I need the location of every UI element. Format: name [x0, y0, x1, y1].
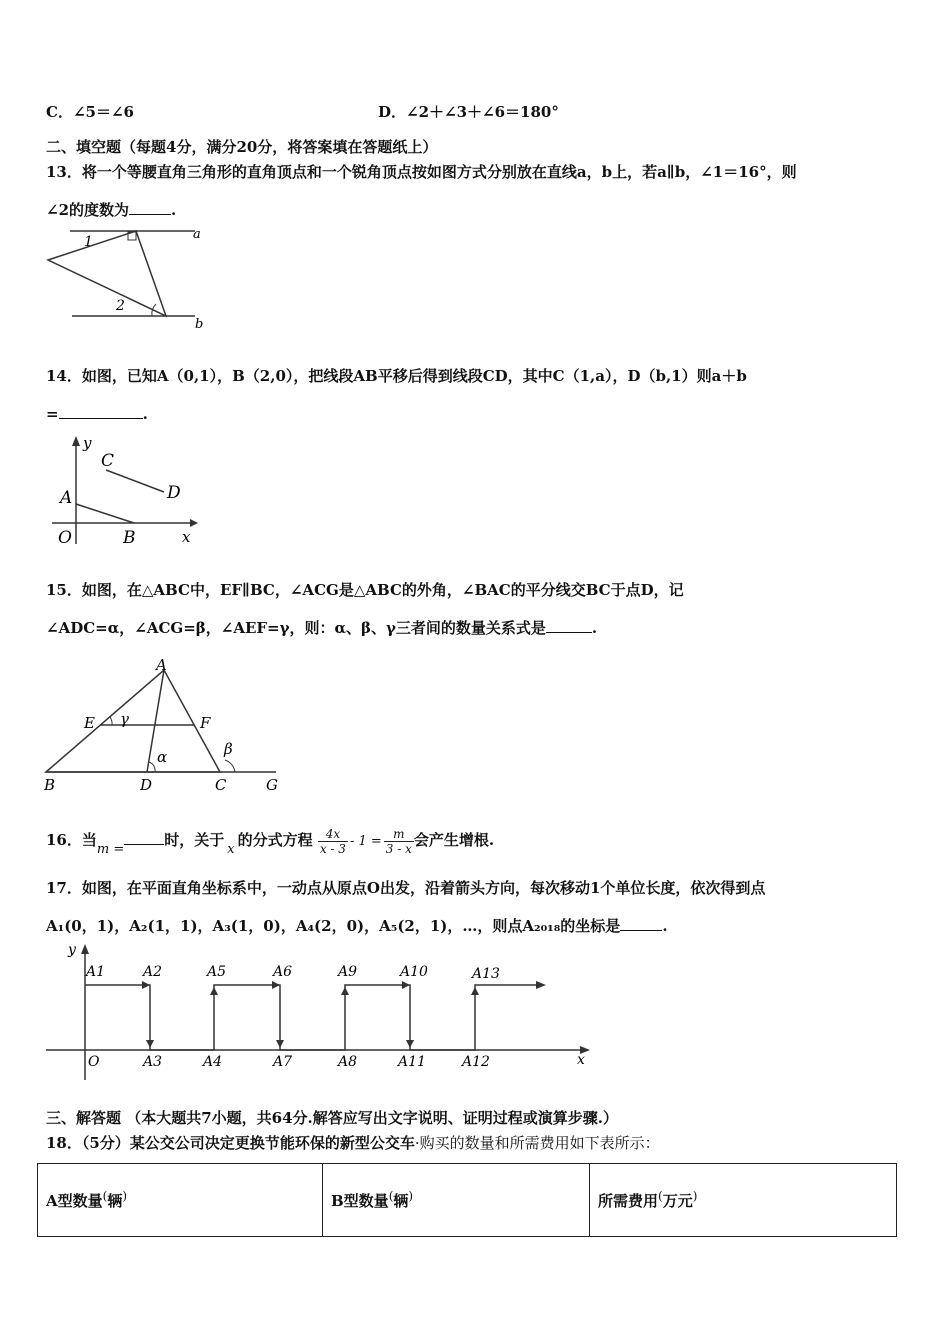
header-cost-label: 所需费用	[598, 1192, 659, 1210]
alpha-arc	[149, 762, 155, 772]
x-label: x	[182, 528, 191, 546]
label-A9: A9	[338, 964, 358, 980]
label-A2: A2	[143, 964, 163, 980]
header-cell-b	[323, 1164, 590, 1237]
q16-mid: 时，关于	[164, 831, 225, 849]
q13-figure	[40, 222, 220, 334]
frac2-denominator: 3 - x	[385, 841, 412, 856]
label-E: E	[84, 714, 95, 732]
header-a-label: A型数量	[46, 1192, 103, 1210]
fraction-4x-over-x-3	[318, 827, 348, 856]
y-arrow	[81, 944, 89, 954]
label-A12: A12	[462, 1054, 490, 1070]
q15-text: ∠ADC=α，∠ACG=β，∠AEF=γ，则：α、β、γ三者间的数量关系式是	[46, 619, 546, 637]
label-B: B	[44, 776, 56, 794]
line-b-label: b	[195, 317, 204, 332]
header-cell-a	[38, 1164, 323, 1237]
q15-line2	[46, 618, 597, 638]
q14-line1: 14．如图，已知A（0,1），B（2,0），把线段AB平移后得到线段CD，其中C（1,a），D（b,1）则a＋b	[46, 367, 747, 385]
q13-line2	[46, 200, 176, 220]
q15-figure	[40, 650, 290, 795]
option-d: D．∠2＋∠3＋∠6＝180°	[378, 103, 559, 121]
x-arrow	[190, 519, 198, 527]
header-a-unit: (辆)	[102, 1189, 128, 1210]
y-arrow	[72, 436, 80, 446]
frac2-numerator: m	[384, 827, 414, 842]
header-cell-cost	[590, 1164, 897, 1237]
label-A: A	[156, 656, 167, 674]
label-beta: β	[224, 740, 233, 758]
label-A10: A10	[400, 964, 428, 980]
q16-mid2: 的分式方程	[237, 831, 313, 849]
option-c: C．∠5＝∠6	[46, 103, 134, 121]
label-gamma: γ	[120, 710, 129, 728]
q14-figure	[44, 432, 204, 548]
header-b-unit: (辆)	[388, 1189, 414, 1210]
frac1-numerator: 4x	[318, 827, 348, 842]
label-A1: A1	[86, 964, 106, 980]
q17-answer-blank[interactable]	[620, 916, 662, 931]
label-A3: A3	[143, 1054, 163, 1070]
segment-AB	[76, 504, 134, 523]
point-B-label: B	[123, 528, 136, 548]
section2-heading: 二、填空题（每题4分，满分20分，将答案填在答题纸上）	[46, 138, 438, 156]
y-label: y	[68, 942, 76, 958]
segment-CD	[106, 470, 164, 492]
frac1-denominator: x - 3	[319, 841, 346, 856]
label-A13: A13	[472, 966, 500, 982]
q14-line2	[46, 404, 148, 424]
header-cost-unit: (万元)	[658, 1189, 698, 1210]
y-label: y	[83, 434, 92, 452]
label-C: C	[215, 776, 227, 794]
q17-end: .	[662, 917, 668, 935]
label-F: F	[200, 714, 211, 732]
q18-text: 18．（5分）某公交公司决定更换节能环保的新型公交车	[46, 1134, 415, 1152]
q13-text: ∠2的度数为	[46, 201, 130, 219]
label-A7: A7	[273, 1054, 293, 1070]
origin-label: O	[58, 528, 72, 548]
triangle-ABC	[46, 670, 220, 772]
angle1-label: 1	[84, 234, 93, 250]
beta-arc	[225, 760, 235, 772]
q16-line	[46, 820, 494, 860]
triangle	[48, 231, 166, 316]
q16-suffix: 会产生增根.	[413, 831, 495, 849]
label-D: D	[140, 776, 153, 794]
q15-line1: 15．如图，在△ABC中，EF∥BC，∠ACG是△ABC的外角，∠BAC的平分线交BC于点D，记	[46, 581, 684, 599]
q16-m-eq: m =	[96, 842, 125, 857]
table-row	[38, 1164, 897, 1237]
label-A8: A8	[338, 1054, 358, 1070]
label-A11: A11	[398, 1054, 426, 1070]
q17-line1: 17．如图，在平面直角坐标系中，一动点从原点O出发，沿着箭头方向，每次移动1个单位长度，依次得到点	[46, 879, 766, 897]
x-label: x	[577, 1052, 585, 1068]
q14-eq: =	[46, 405, 59, 423]
label-A4: A4	[203, 1054, 223, 1070]
point-A-label: A	[60, 488, 73, 508]
label-alpha: α	[157, 748, 168, 766]
angle2-label: 2	[116, 298, 125, 314]
line-a-label: a	[193, 227, 201, 242]
q18-table	[37, 1163, 897, 1237]
q18-line1	[46, 1133, 660, 1153]
label-A5: A5	[207, 964, 227, 980]
point-C-label: C	[101, 451, 115, 471]
q17-text: A₁(0，1)，A₂(1，1)，A₃(1，0)，A₄(2，0)，A₅(2，1)，…，则点A₂₀₁₈的坐标是	[46, 917, 621, 935]
q13-end: .	[171, 201, 177, 219]
q15-answer-blank[interactable]	[546, 618, 592, 633]
header-b-label: B型数量	[331, 1192, 389, 1210]
section3-heading: 三、解答题 （本大题共7小题，共64分.解答应写出文字说明、证明过程或演算步骤.）	[46, 1109, 618, 1127]
q14-answer-blank[interactable]	[59, 404, 143, 419]
label-G: G	[266, 776, 278, 794]
q13-answer-blank[interactable]	[129, 200, 171, 215]
q15-end: .	[591, 619, 598, 637]
label-A6: A6	[273, 964, 293, 980]
q18-text-rest: ·购买的数量和所需费用如下表所示：	[414, 1134, 660, 1152]
q16-prefix: 16．当	[46, 831, 97, 849]
origin-label: O	[88, 1054, 100, 1070]
q16-var-x: x	[227, 842, 235, 857]
q14-end: .	[142, 405, 148, 423]
gamma-arc	[110, 717, 112, 725]
q17-line2	[46, 916, 668, 936]
q13-line1: 13．将一个等腰直角三角形的直角顶点和一个锐角顶点按如图方式分别放在直线a，b上，若a∥b，∠1＝16°，则	[46, 163, 797, 181]
q16-minus-one: - 1 =	[349, 834, 382, 849]
q17-figure	[40, 940, 600, 1085]
point-D-label: D	[167, 483, 181, 503]
path-arrowheads	[142, 981, 546, 1048]
fraction-m-over-3-x	[384, 827, 414, 856]
q16-answer-blank[interactable]	[124, 830, 164, 845]
